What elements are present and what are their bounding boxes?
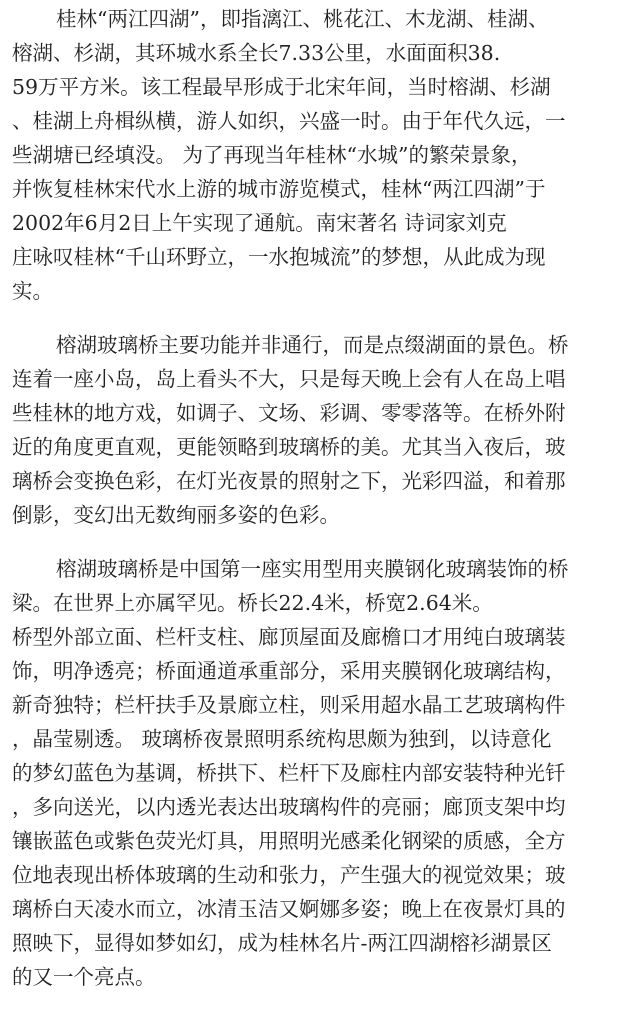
text-line: 璃桥会变换色彩，在灯光夜景的照射之下，光彩四溢，和着那 (12, 469, 566, 493)
text-line: 新奇独特；栏杆扶手及景廊立柱，则采用超水晶工艺玻璃构件 (12, 693, 566, 717)
text-line: 位地表现出桥体玻璃的生动和张力，产生强大的视觉效果；玻 (12, 863, 566, 887)
text-line: ，晶莹剔透。 玻璃桥夜景照明系统构思颇为独到，以诗意化 (12, 727, 552, 751)
text-line: 的又一个亮点。 (12, 965, 156, 989)
text-line: 实。 (12, 279, 53, 303)
text-line: 榕湖玻璃桥是中国第一座实用型用夹膜钢化玻璃装饰的桥 (56, 557, 569, 581)
text-line: 桂林“两江四湖”，即指漓江、桃花江、木龙湖、桂湖、 (56, 7, 549, 31)
text-line: 近的角度更直观，更能领略到玻璃桥的美。尤其当入夜后，玻 (12, 435, 566, 459)
text-line: 榕湖、杉湖，其环城水系全长7.33公里，水面面积38. (12, 41, 501, 65)
text-line: 2002年6月2日上午实现了通航。南宋著名 诗词家刘克 (12, 211, 507, 235)
text-line: 连着一座小岛，岛上看头不大，只是每天晚上会有人在岛上唱 (12, 367, 566, 391)
text-line: 的梦幻蓝色为基调，桥拱下、栏杆下及廊柱内部安装特种光钎 (12, 761, 566, 785)
text-line: 榕湖玻璃桥主要功能并非通行，而是点缀湖面的景色。桥 (56, 333, 569, 357)
text-line: 梁。在世界上亦属罕见。桥长22.4米，桥宽2.64米。 (12, 591, 493, 615)
text-line: 倒影，变幻出无数绚丽多姿的色彩。 (12, 503, 340, 527)
text-line: 些桂林的地方戏，如调子、文场、彩调、零零落等。在桥外附 (12, 401, 566, 425)
text-line: 、桂湖上舟楫纵横，游人如织，兴盛一时。由于年代久远，一 (12, 109, 566, 133)
text-line: 照映下，显得如梦如幻，成为桂林名片-两江四湖榕衫湖景区 (12, 931, 552, 955)
paragraph-glass-bridge-scenery (12, 328, 632, 532)
text-line: ，多向送光，以内透光表达出玻璃构件的亮丽；廊顶支架中均 (12, 795, 566, 819)
paragraph-glass-bridge-construction (12, 552, 632, 994)
text-line: 饰，明净透亮；桥面通道承重部分，采用夹膜钢化玻璃结构， (12, 659, 566, 683)
text-line: 59万平方米。该工程最早形成于北宋年间，当时榕湖、杉湖 (12, 75, 551, 99)
text-line: 并恢复桂林宋代水上游的城市游览模式，桂林“两江四湖”于 (12, 177, 546, 201)
text-line: 桥型外部立面、栏杆支柱、廊顶屋面及廊檐口才用纯白玻璃装 (12, 625, 566, 649)
text-line: 璃桥白天凌水而立，冰清玉洁又婀娜多姿；晚上在夜景灯具的 (12, 897, 566, 921)
paragraph-two-rivers-four-lakes (12, 2, 632, 308)
text-line: 镶嵌蓝色或紫色荧光灯具，用照明光感柔化钢梁的质感，全方 (12, 829, 566, 853)
text-line: 庄咏叹桂林“千山环野立，一水抱城流”的梦想，从此成为现 (12, 245, 546, 269)
text-line: 些湖塘已经填没。 为了再现当年桂林“水城”的繁荣景象， (12, 143, 532, 167)
